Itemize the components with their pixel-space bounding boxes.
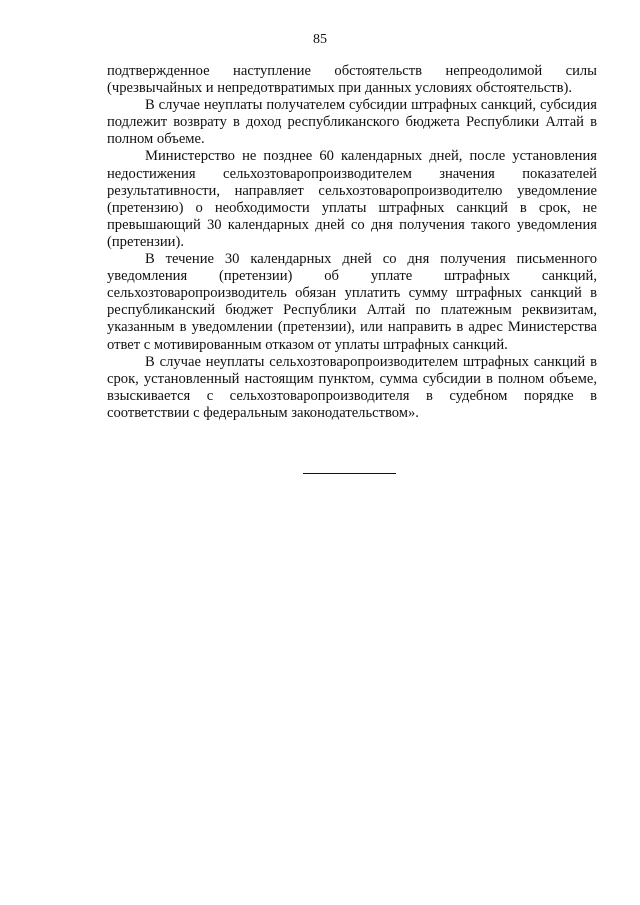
page-number: 85 [313, 32, 327, 47]
end-divider-line [303, 473, 396, 474]
paragraph-force-majeure: подтвержденное наступление обстоятельств непреодолимой силы (чрезвычайных и непредотвратимых при данных условиях обстоятельств). [107, 63, 597, 97]
paragraph-payment-deadline: В течение 30 календарных дней со дня получения письменного уведомления (претензии) об уплате штрафных санкций, сельхозтоваропроизводитель обязан уплатить сумму штрафных санкций в республиканский бюджет Республики Алтай по платежным реквизитам, указанным в уведомлении (претензии), или направить в адрес Министерства ответ с мотивированным отказом от уплаты штрафных санкций. [107, 251, 597, 353]
paragraph-ministry-notice: Министерство не позднее 60 календарных дней, после установления недостижения сельхозтоваропроизводителем значения показателей результативности, направляет сельхозтоваропроизводителю уведомление (претензию) о необходимости уплаты штрафных санкций в срок, не превышающий 30 календарных дней со дня получения такого уведомления (претензии). [107, 148, 597, 250]
document-body [107, 63, 597, 422]
paragraph-subsidy-return: В случае неуплаты получателем субсидии штрафных санкций, субсидия подлежит возврату в доход республиканского бюджета Республики Алтай в полном объеме. [107, 97, 597, 148]
paragraph-court-recovery: В случае неуплаты сельхозтоваропроизводителем штрафных санкций в срок, установленный настоящим пунктом, сумма субсидии в полном объеме, взыскивается с сельхозтоваропроизводителя в судебном порядке в соответствии с федеральным законодательством». [107, 353, 597, 421]
